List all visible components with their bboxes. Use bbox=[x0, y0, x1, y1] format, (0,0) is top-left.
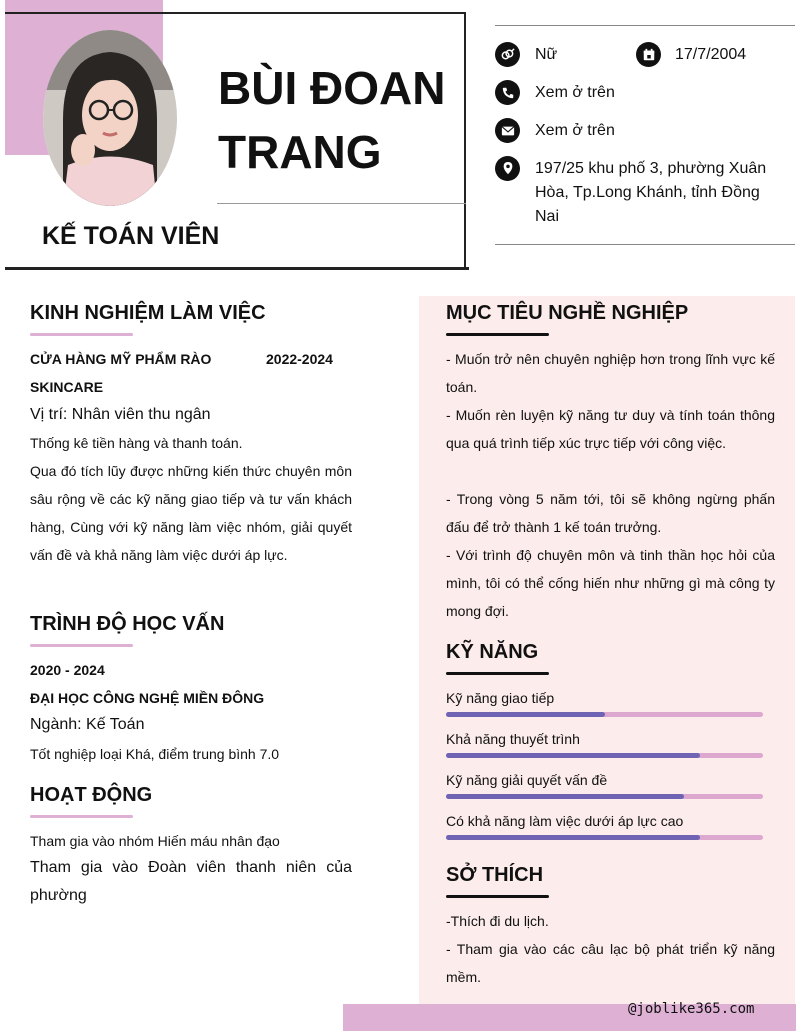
education-underline bbox=[30, 644, 133, 647]
education-school: ĐẠI HỌC CÔNG NGHỆ MIỀN ĐÔNG bbox=[30, 690, 265, 706]
skill-bar bbox=[446, 712, 763, 717]
phone-value: Xem ở trên bbox=[535, 84, 615, 101]
phone-icon bbox=[495, 80, 520, 105]
education-heading: TRÌNH ĐỘ HỌC VẤN bbox=[30, 613, 225, 635]
job-title: KẾ TOÁN VIÊN bbox=[42, 222, 220, 250]
location-pin-icon bbox=[495, 156, 520, 181]
activities-underline bbox=[30, 815, 133, 818]
footer-handle: @joblike365.com bbox=[628, 1001, 755, 1017]
objective-underline bbox=[446, 333, 549, 336]
header-frame-bottom bbox=[5, 267, 469, 270]
objective-item-3: - Trong vòng 5 năm tới, tôi sẽ không ngừng phấn đấu để trở thành 1 kế toán trưởng. bbox=[446, 491, 775, 535]
experience-task: Thống kê tiền hàng và thanh toán. bbox=[30, 435, 243, 451]
skill-bar bbox=[446, 835, 763, 840]
name-divider bbox=[217, 203, 466, 204]
skill-bar-fill bbox=[446, 835, 700, 840]
profile-photo bbox=[43, 30, 177, 206]
hobbies-underline bbox=[446, 895, 549, 898]
mail-icon bbox=[495, 118, 520, 143]
email-value: Xem ở trên bbox=[535, 122, 615, 139]
skill-bar-fill bbox=[446, 794, 684, 799]
info-top-divider bbox=[495, 25, 795, 26]
hobby-item-2: - Tham gia vào các câu lạc bộ phát triển kỹ năng mềm. bbox=[446, 941, 775, 985]
objective-item-2: - Muốn rèn luyện kỹ năng tư duy và tính toán thông qua quá trình tiếp xúc trực tiếp với công việc. bbox=[446, 407, 775, 451]
candidate-name bbox=[218, 56, 445, 184]
education-period: 2020 - 2024 bbox=[30, 662, 105, 678]
address-value: 197/25 khu phố 3, phường Xuân Hòa, Tp.Long Khánh, tỉnh Đồng Nai bbox=[535, 160, 767, 225]
experience-underline bbox=[30, 333, 133, 336]
hobbies-heading: SỞ THÍCH bbox=[446, 864, 544, 886]
objective-item-1: - Muốn trở nên chuyên nghiệp hơn trong lĩnh vực kế toán. bbox=[446, 351, 775, 395]
name-line-1: BÙI ĐOAN bbox=[218, 62, 446, 114]
skill-bar bbox=[446, 794, 763, 799]
skills-heading: KỸ NĂNG bbox=[446, 641, 539, 663]
gender-value: Nữ bbox=[535, 46, 558, 63]
calendar-icon bbox=[636, 42, 661, 67]
name-line-2: TRANG bbox=[218, 126, 382, 178]
experience-position: Vị trí: Nhân viên thu ngân bbox=[30, 406, 211, 423]
skill-label: Kỹ năng giải quyết vấn đề bbox=[446, 772, 608, 788]
hobby-item-1: -Thích đi du lịch. bbox=[446, 913, 549, 929]
skill-label: Kỹ năng giao tiếp bbox=[446, 690, 555, 706]
activity-item-1: Tham gia vào nhóm Hiến máu nhân đạo bbox=[30, 833, 280, 849]
activities-heading: HOẠT ĐỘNG bbox=[30, 784, 153, 806]
objective-item-4: - Với trình độ chuyên môn và tinh thần học hỏi của mình, tôi có thể cống hiến như những gì mà công ty mong đợi. bbox=[446, 547, 775, 619]
experience-period: 2022-2024 bbox=[266, 351, 333, 367]
experience-heading: KINH NGHIỆM LÀM VIỆC bbox=[30, 302, 266, 324]
skill-bar-fill bbox=[446, 712, 605, 717]
gender-icon bbox=[495, 42, 520, 67]
info-bottom-divider bbox=[495, 244, 795, 245]
education-major: Ngành: Kế Toán bbox=[30, 716, 145, 733]
experience-description: Qua đó tích lũy được những kiến thức chuyên môn sâu rộng về các kỹ năng giao tiếp và tư vấn khách hàng, Cùng với kỹ năng làm việc nhóm, giải quyết vấn đề và khả năng làm việc dưới áp lực. bbox=[30, 463, 352, 563]
skill-label: Có khả năng làm việc dưới áp lực cao bbox=[446, 813, 684, 829]
experience-company: CỬA HÀNG MỸ PHẨM RÀO SKINCARE bbox=[30, 351, 212, 395]
skill-label: Khả năng thuyết trình bbox=[446, 731, 580, 747]
birthdate-value: 17/7/2004 bbox=[675, 46, 747, 63]
skill-bar bbox=[446, 753, 763, 758]
objective-heading: MỤC TIÊU NGHỀ NGHIỆP bbox=[446, 302, 689, 324]
education-result: Tốt nghiệp loại Khá, điểm trung bình 7.0 bbox=[30, 746, 280, 762]
skills-underline bbox=[446, 672, 549, 675]
activity-item-2: Tham gia vào Đoàn viên thanh niên của phường bbox=[30, 859, 352, 904]
skill-bar-fill bbox=[446, 753, 700, 758]
